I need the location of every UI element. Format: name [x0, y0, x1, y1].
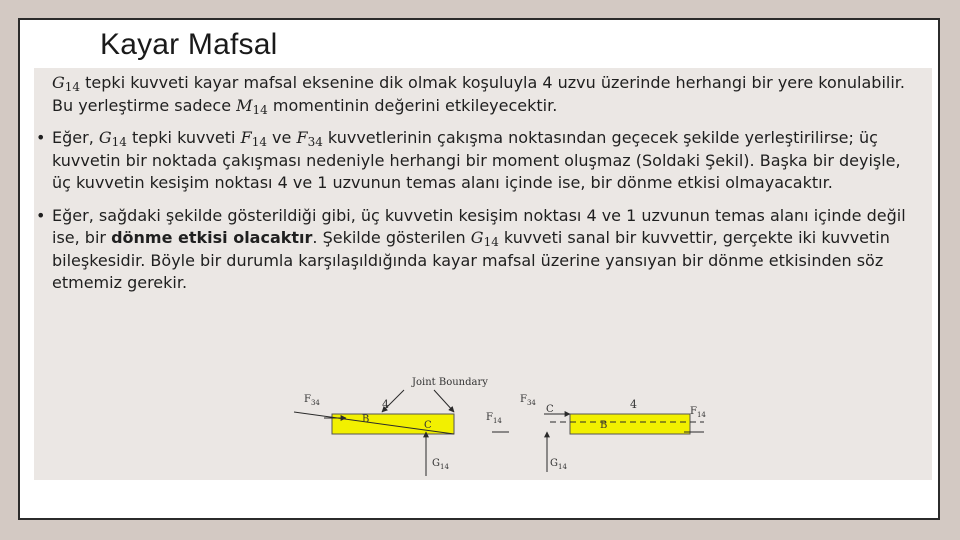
paragraph: [34, 205, 924, 295]
math-symbol-letter: F: [296, 128, 308, 147]
math-symbol: [236, 96, 268, 115]
text-run: ve: [266, 128, 297, 147]
math-symbol-letter: G: [470, 228, 484, 247]
left-f14-label: $F_{14}$: [486, 412, 502, 425]
math-symbol-subscript: 14: [251, 135, 267, 149]
slider-joint-diagram: [264, 372, 704, 482]
math-symbol-letter: F: [240, 128, 252, 147]
math-symbol-subscript: 14: [252, 102, 268, 117]
right-link-4-block: [570, 414, 690, 434]
text-run: kuvveti sanal bir kuvvettir, gerçekte iki kuvvetin bileşkesidir. Böyle bir durumla karşılaşıldığında kayar mafsal üzerine yansıyan bir dönme etkisinden söz etmemiz gerekir.: [52, 228, 890, 292]
math-symbol-subscript: 34: [307, 135, 323, 149]
text-run: tepki kuvveti: [126, 128, 241, 147]
math-symbol: [99, 128, 127, 147]
content-panel: [34, 68, 932, 480]
bullet-marker: •: [36, 128, 46, 147]
left-link-label: 4: [382, 398, 389, 411]
text-run: kuvvetlerinin çakışma noktasından geçecek şekilde yerleştirilirse; üç kuvvetin bir noktada çakışması nedeniyle herhangi bir moment oluşmaz (Soldaki Şekil). Başka bir deyişle, üç kuvvetin kesişim noktası 4 ve 1 uzvunun temas alanı içinde ise, bir dönme etkisi olmayacaktır.: [52, 128, 901, 192]
math-symbol: [471, 228, 499, 247]
left-figure: [294, 377, 509, 476]
bullet-marker: •: [36, 205, 46, 225]
body-text: [34, 72, 924, 305]
right-point-c: C: [546, 404, 554, 415]
math-symbol-letter: G: [52, 73, 65, 92]
math-symbol: [241, 128, 267, 147]
left-g14-label: $G_{14}$: [432, 458, 449, 471]
text-run: momentinin değerini etkileyecektir.: [267, 95, 558, 115]
right-figure: [520, 394, 706, 472]
emphasis-text: dönme etkisi olacaktır: [111, 228, 313, 247]
math-symbol-letter: G: [98, 128, 112, 147]
text-run: Eğer,: [52, 128, 99, 147]
text-run: Eğer, sağdaki şekilde gösterildiği gibi, üç kuvvetin kesişim noktası 4 ve 1 uzvunun temas alanı içinde değil ise, bir: [52, 205, 906, 247]
right-link-label: 4: [630, 398, 637, 411]
slide: [18, 18, 940, 520]
right-g14-label: $G_{14}$: [550, 458, 567, 471]
math-symbol: [296, 128, 322, 147]
math-symbol-subscript: 14: [483, 235, 499, 249]
math-symbol: [52, 73, 80, 92]
left-f34-label: $F_{34}$: [304, 394, 320, 407]
left-point-c: C: [424, 420, 432, 431]
slide-title: Kayar Mafsal: [100, 28, 278, 61]
slider-joint-figure: [264, 372, 704, 482]
joint-boundary-label: Joint Boundary: [412, 377, 488, 388]
left-joint-arrow-2: [434, 390, 454, 412]
math-symbol-subscript: 14: [64, 80, 81, 94]
text-run: . Şekilde gösterilen: [312, 228, 471, 247]
text-run: tepki kuvveti kayar mafsal eksenine dik olmak koşuluyla 4 uzvu üzerinde herhangi bir yere konulabilir. Bu yerleştirme sadece: [52, 73, 905, 115]
right-f34-label: $F_{34}$: [520, 394, 536, 407]
paragraph: [34, 72, 924, 117]
right-point-b: B: [600, 420, 608, 431]
right-f14-label: $F_{14}$: [690, 406, 706, 419]
math-symbol-subscript: 14: [111, 135, 127, 149]
left-point-b: B: [362, 414, 370, 425]
math-symbol-letter: M: [236, 95, 253, 115]
paragraph: [34, 127, 924, 195]
